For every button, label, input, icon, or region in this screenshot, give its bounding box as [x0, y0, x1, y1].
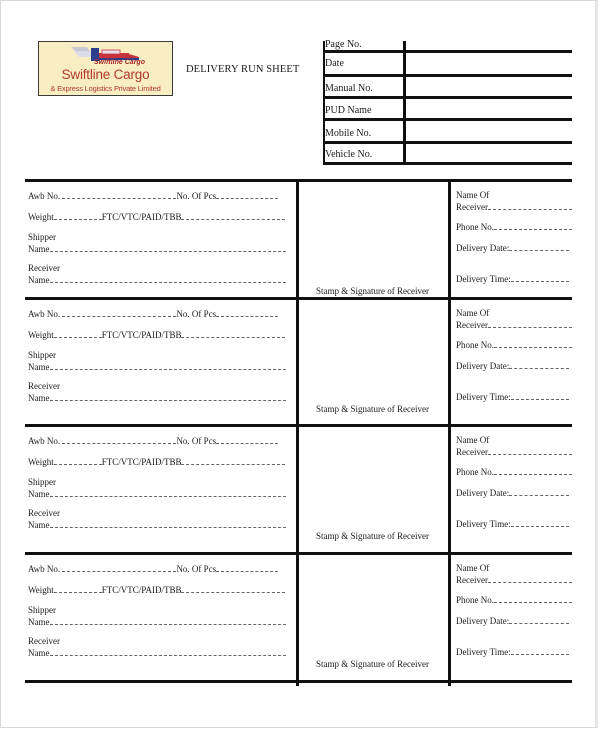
bottom-border — [25, 680, 572, 683]
phone-row — [456, 594, 572, 606]
weight-field[interactable] — [54, 456, 102, 465]
awb-field[interactable] — [62, 308, 176, 317]
logo-brand-small: Swiftline Cargo — [94, 59, 145, 66]
stamp-signature-area[interactable]: Stamp & Signature of Receiver — [316, 286, 429, 296]
shipper-label: Name — [28, 362, 50, 372]
shipper-label-line1: Shipper — [28, 350, 56, 360]
awb-label: Awb No. — [28, 309, 61, 319]
name-of-receiver-row — [456, 319, 572, 331]
info-row-page-no[interactable] — [323, 41, 572, 53]
phone-row — [456, 221, 572, 233]
delivery-time-row — [456, 391, 569, 403]
delivery-date-row — [456, 242, 569, 254]
stamp-signature-area[interactable]: Stamp & Signature of Receiver — [316, 531, 429, 541]
name-of-receiver-row — [456, 574, 572, 586]
info-label: Vehicle No. — [325, 149, 373, 160]
payment-field[interactable] — [181, 211, 285, 220]
name-of-receiver-label: Receiver — [456, 202, 488, 212]
pcs-label: No. Of Pcs — [176, 436, 217, 446]
receiver-label: Name — [28, 393, 50, 403]
delivery-date-label: Delivery Date: — [456, 616, 510, 626]
shipper-name-field[interactable] — [50, 616, 286, 625]
info-label: Page No. — [325, 39, 362, 50]
phone-row — [456, 466, 572, 478]
awb-row — [28, 308, 278, 320]
delivery-date-field[interactable] — [509, 360, 569, 369]
receiver-label-line1: Receiver — [28, 381, 60, 391]
receiver-label-line1: Receiver — [28, 263, 60, 273]
receiver-label: Name — [28, 275, 50, 285]
pcs-field[interactable] — [216, 308, 278, 317]
info-row-date[interactable] — [323, 53, 572, 77]
payment-field[interactable] — [181, 456, 285, 465]
delivery-time-field[interactable] — [511, 273, 569, 282]
weight-label: Weight — [28, 585, 54, 595]
awb-field[interactable] — [62, 563, 176, 572]
block-divider-right — [448, 552, 451, 686]
name-of-receiver-row — [456, 446, 572, 458]
shipper-label-line1: Shipper — [28, 477, 56, 487]
weight-row — [28, 211, 285, 223]
delivery-date-label: Delivery Date: — [456, 488, 510, 498]
name-of-label-line1: Name Of — [456, 435, 490, 445]
receiver-name-field[interactable] — [50, 519, 286, 528]
name-of-receiver-field[interactable] — [488, 201, 572, 210]
info-row-mobile-no[interactable] — [323, 121, 572, 144]
name-of-receiver-field[interactable] — [488, 319, 572, 328]
receiver-name-field[interactable] — [50, 392, 286, 401]
receiver-row — [28, 647, 286, 659]
shipper-row — [28, 243, 286, 255]
delivery-time-field[interactable] — [511, 391, 569, 400]
name-of-receiver-label: Receiver — [456, 447, 488, 457]
payment-label: FTC/VTC/PAID/TBB — [101, 585, 182, 595]
weight-field[interactable] — [54, 329, 102, 338]
delivery-date-field[interactable] — [509, 615, 569, 624]
delivery-date-label: Delivery Date: — [456, 243, 510, 253]
info-row-vehicle-no[interactable] — [323, 144, 572, 165]
receiver-row — [28, 392, 286, 404]
phone-label: Phone No. — [456, 595, 494, 605]
receiver-name-field[interactable] — [50, 274, 286, 283]
name-of-receiver-field[interactable] — [488, 446, 572, 455]
payment-label: FTC/VTC/PAID/TBB — [101, 212, 182, 222]
document-title: DELIVERY RUN SHEET — [186, 64, 300, 75]
delivery-time-field[interactable] — [511, 646, 569, 655]
phone-label: Phone No. — [456, 222, 494, 232]
receiver-label-line1: Receiver — [28, 508, 60, 518]
name-of-label-line1: Name Of — [456, 190, 490, 200]
name-of-label-line1: Name Of — [456, 308, 490, 318]
name-of-receiver-label: Receiver — [456, 320, 488, 330]
delivery-time-row — [456, 518, 569, 530]
shipper-row — [28, 616, 286, 628]
phone-row — [456, 339, 572, 351]
pcs-label: No. Of Pcs — [176, 191, 217, 201]
block-divider-left — [296, 424, 299, 558]
block-divider-left — [296, 552, 299, 686]
pcs-field[interactable] — [216, 190, 278, 199]
info-label: Mobile No. — [325, 128, 372, 139]
logo-subtitle: & Express Logistics Private Limited — [50, 84, 161, 93]
logo-brand-name: Swiftline Cargo — [61, 67, 150, 82]
awb-label: Awb No. — [28, 436, 61, 446]
weight-row — [28, 329, 285, 341]
delivery-date-row — [456, 360, 569, 372]
block-divider-left — [296, 179, 299, 303]
shipper-label: Name — [28, 489, 50, 499]
phone-field[interactable] — [494, 594, 572, 603]
stamp-signature-area[interactable]: Stamp & Signature of Receiver — [316, 404, 429, 414]
shipper-label: Name — [28, 244, 50, 254]
name-of-label-line1: Name Of — [456, 563, 490, 573]
receiver-row — [28, 519, 286, 531]
shipper-label-line1: Shipper — [28, 605, 56, 615]
phone-field[interactable] — [494, 221, 572, 230]
weight-label: Weight — [28, 457, 54, 467]
phone-label: Phone No. — [456, 467, 494, 477]
shipper-name-field[interactable] — [50, 361, 286, 370]
name-of-receiver-label: Receiver — [456, 575, 488, 585]
awb-row — [28, 435, 278, 447]
phone-label: Phone No. — [456, 340, 494, 350]
weight-field[interactable] — [54, 584, 102, 593]
payment-label: FTC/VTC/PAID/TBB — [101, 330, 182, 340]
delivery-time-label: Delivery Time: — [456, 519, 511, 529]
weight-row — [28, 456, 285, 468]
receiver-label: Name — [28, 648, 50, 658]
pcs-field[interactable] — [216, 563, 278, 572]
pcs-label: No. Of Pcs — [176, 309, 217, 319]
block-divider-right — [448, 179, 451, 303]
phone-field[interactable] — [494, 339, 572, 348]
delivery-time-label: Delivery Time: — [456, 392, 511, 402]
awb-label: Awb No. — [28, 564, 61, 574]
delivery-time-label: Delivery Time: — [456, 274, 511, 284]
receiver-label: Name — [28, 520, 50, 530]
weight-label: Weight — [28, 212, 54, 222]
pcs-label: No. Of Pcs — [176, 564, 217, 574]
receiver-name-field[interactable] — [50, 647, 286, 656]
delivery-date-field[interactable] — [509, 242, 569, 251]
company-logo — [38, 41, 173, 96]
info-label: Date — [325, 58, 344, 69]
block-divider-right — [448, 297, 451, 430]
awb-field[interactable] — [62, 190, 176, 199]
delivery-date-label: Delivery Date: — [456, 361, 510, 371]
payment-field[interactable] — [181, 584, 285, 593]
receiver-row — [28, 274, 286, 286]
delivery-time-row — [456, 273, 569, 285]
shipper-name-field[interactable] — [50, 488, 286, 497]
delivery-time-row — [456, 646, 569, 658]
weight-label: Weight — [28, 330, 54, 340]
pcs-field[interactable] — [216, 435, 278, 444]
delivery-date-row — [456, 615, 569, 627]
info-label: PUD Name — [325, 105, 372, 116]
block-divider-left — [296, 297, 299, 430]
awb-row — [28, 190, 278, 202]
awb-label: Awb No. — [28, 191, 61, 201]
payment-field[interactable] — [181, 329, 285, 338]
phone-field[interactable] — [494, 466, 572, 475]
shipper-name-field[interactable] — [50, 243, 286, 252]
payment-label: FTC/VTC/PAID/TBB — [101, 457, 182, 467]
shipper-row — [28, 361, 286, 373]
shipper-label: Name — [28, 617, 50, 627]
delivery-date-field[interactable] — [509, 487, 569, 496]
delivery-time-field[interactable] — [511, 518, 569, 527]
shipper-row — [28, 488, 286, 500]
weight-row — [28, 584, 285, 596]
awb-row — [28, 563, 278, 575]
block-divider-right — [448, 424, 451, 558]
info-row-manual-no[interactable] — [323, 77, 572, 99]
weight-field[interactable] — [54, 211, 102, 220]
info-label: Manual No. — [325, 83, 373, 94]
stamp-signature-area[interactable]: Stamp & Signature of Receiver — [316, 659, 429, 669]
shipper-label-line1: Shipper — [28, 232, 56, 242]
name-of-receiver-row — [456, 201, 572, 213]
header-info-table — [323, 41, 572, 165]
awb-field[interactable] — [62, 435, 176, 444]
name-of-receiver-field[interactable] — [488, 574, 572, 583]
receiver-label-line1: Receiver — [28, 636, 60, 646]
info-row-pud-name[interactable] — [323, 99, 572, 121]
delivery-date-row — [456, 487, 569, 499]
delivery-time-label: Delivery Time: — [456, 647, 511, 657]
